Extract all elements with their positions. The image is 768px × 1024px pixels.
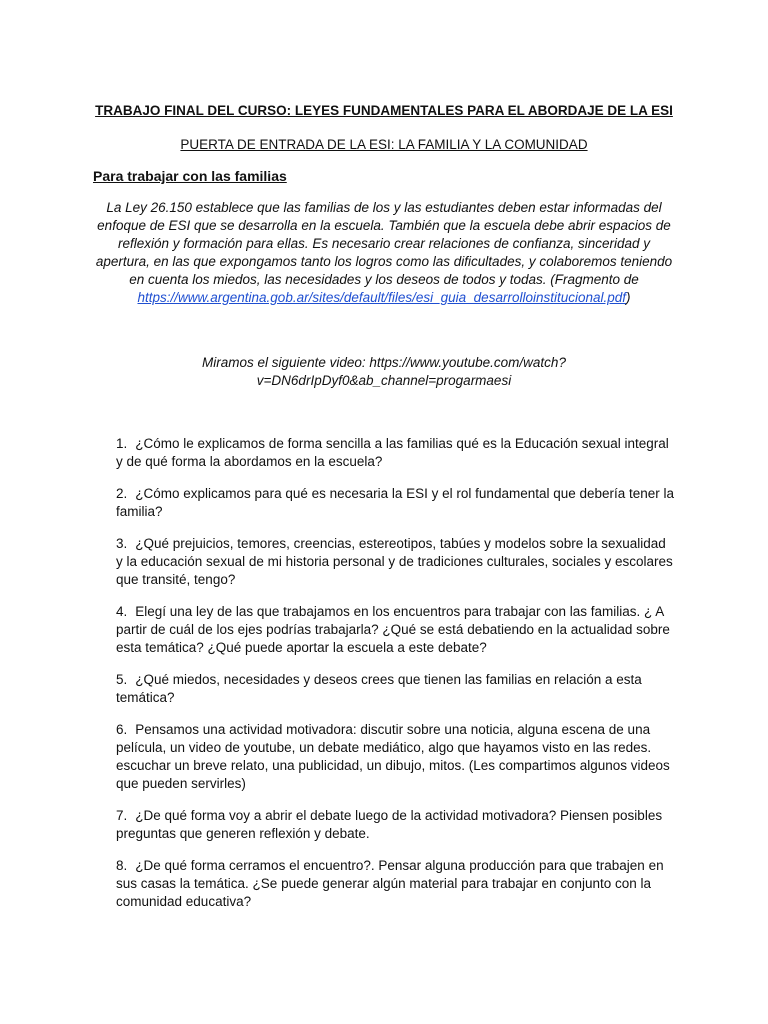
question-item bbox=[116, 671, 676, 707]
question-text: ¿Qué miedos, necesidades y deseos crees que tienen las familias en relación a esta temática? bbox=[116, 672, 642, 705]
section-heading: Para trabajar con las familias bbox=[93, 168, 287, 184]
intro-paragraph bbox=[92, 199, 676, 307]
video-line-2: v=DN6drIpDyf0&ab_channel=progarmaesi bbox=[256, 373, 512, 388]
question-text: Elegí una ley de las que trabajamos en los encuentros para trabajar con las familias. ¿ A partir de cuál de los ejes podrías trabajarla? ¿Qué se está debatiendo en la actualidad sobre esta temática? ¿Qué puede aportar la escuela a este debate? bbox=[116, 604, 670, 655]
intro-text: La Ley 26.150 establece que las familias de los y las estudiantes deben estar informadas del enfoque de ESI que se desarrolla en la escuela. También que la escuela debe abrir espacios de reflexión y formación para ellas. Es necesario crear relaciones de confianza, sinceridad y apertura, en las que expongamos tanto los logros como las dificultades, y colaboremos teniendo en cuenta los miedos, las necesidades y los deseos de todos y todas. (Fragmento de bbox=[95, 200, 673, 287]
document-subtitle: PUERTA DE ENTRADA DE LA ESI: LA FAMILIA Y LA COMUNIDAD bbox=[180, 137, 588, 152]
question-number: 1. bbox=[116, 436, 128, 451]
question-number: 2. bbox=[116, 486, 128, 501]
question-number: 7. bbox=[116, 808, 128, 823]
question-text: ¿Cómo explicamos para qué es necesaria la ESI y el rol fundamental que debería tener la familia? bbox=[116, 486, 675, 519]
question-text: ¿Qué prejuicios, temores, creencias, estereotipos, tabúes y modelos sobre la sexualidad y la educación sexual de mi historia personal y de tradiciones culturales, sociales y escolares que transité, tengo? bbox=[116, 536, 673, 587]
intro-end: ) bbox=[626, 290, 631, 305]
question-number: 3. bbox=[116, 536, 128, 551]
question-item bbox=[116, 807, 676, 843]
question-number: 8. bbox=[116, 858, 128, 873]
question-text: ¿Cómo le explicamos de forma sencilla a las familias qué es la Educación sexual integral y de qué forma la abordamos en la escuela? bbox=[116, 436, 669, 469]
question-list bbox=[116, 435, 676, 925]
question-item bbox=[116, 435, 676, 471]
question-text: Pensamos una actividad motivadora: discutir sobre una noticia, alguna escena de una película, un video de youtube, un debate mediático, algo que hayamos visto en las redes. escuchar un breve relato, una publicidad, un dibujo, mitos. (Les compartimos algunos videos que pueden servirles) bbox=[116, 722, 670, 791]
question-item bbox=[116, 721, 676, 793]
question-text: ¿De qué forma voy a abrir el debate luego de la actividad motivadora? Piensen posibles preguntas que generen reflexión y debate. bbox=[116, 808, 663, 841]
question-item bbox=[116, 857, 676, 911]
question-item bbox=[116, 603, 676, 657]
question-item bbox=[116, 485, 676, 521]
guide-link[interactable]: https://www.argentina.gob.ar/sites/default/files/esi_guia_desarrolloinstitucional.pdf bbox=[137, 290, 627, 305]
question-text: ¿De qué forma cerramos el encuentro?. Pensar alguna producción para que trabajen en sus casas la temática. ¿Se puede generar algún material para trabajar en conjunto con la comunidad educativa? bbox=[116, 858, 664, 909]
video-line-1: Miramos el siguiente video: https://www.youtube.com/watch? bbox=[202, 355, 566, 370]
video-reference bbox=[92, 354, 676, 390]
question-number: 5. bbox=[116, 672, 128, 687]
question-number: 4. bbox=[116, 604, 128, 619]
question-number: 6. bbox=[116, 722, 128, 737]
document-title: TRABAJO FINAL DEL CURSO: LEYES FUNDAMENTALES PARA EL ABORDAJE DE LA ESI bbox=[95, 103, 673, 118]
question-item bbox=[116, 535, 676, 589]
